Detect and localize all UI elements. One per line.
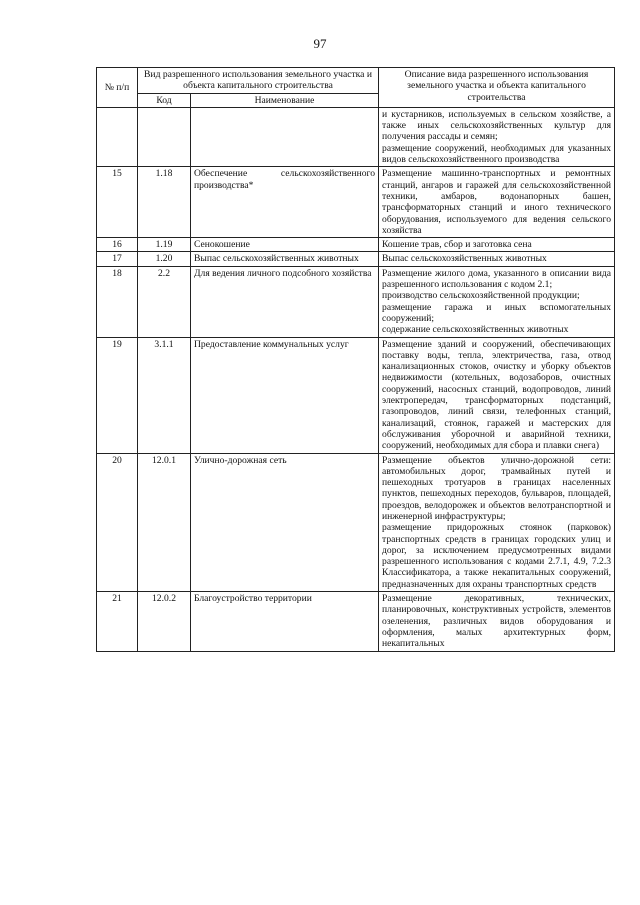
- header-description: Описание вида разрешенного использования земельного участка и объекта капитального строительства: [379, 68, 615, 108]
- description-paragraph: производство сельскохозяйственной продукции;: [382, 290, 580, 302]
- row-name: Обеспечение сельскохозяйственного производства*: [191, 167, 379, 238]
- row-number: 17: [97, 252, 138, 266]
- row-number: 20: [97, 453, 138, 592]
- table-row: [97, 453, 615, 592]
- table-row: [97, 337, 615, 453]
- table-row: [97, 252, 615, 266]
- table-row: [97, 266, 615, 337]
- description-paragraph: Размещение декоративных, технических, планировочных, конструктивных устройств, элементов озеленения, различных видов оборудования и оформления, малых архитектурных форм, некапитальных: [382, 593, 612, 650]
- row-name: Выпас сельскохозяйственных животных: [191, 252, 379, 266]
- row-description: [379, 592, 615, 651]
- description-paragraph: Размещение машинно-транспортных и ремонтных станций, ангаров и гаражей для сельскохозяйственной техники, амбаров, водонапорных башен, трансформаторных станций и иного технического оборудования, используемого для ведения сельского хозяйства: [382, 168, 612, 236]
- header-row: [97, 68, 615, 94]
- row-description: [379, 252, 615, 266]
- row-code: 1.19: [138, 238, 191, 252]
- row-description: [379, 337, 615, 453]
- row-number: 16: [97, 238, 138, 252]
- row-name: Для ведения личного подсобного хозяйства: [191, 266, 379, 337]
- row-code: 2.2: [138, 266, 191, 337]
- row-description: [379, 107, 615, 166]
- header-code: Код: [138, 93, 191, 107]
- row-name: Предоставление коммунальных услуг: [191, 337, 379, 453]
- row-number: 18: [97, 266, 138, 337]
- row-name: Благоустройство территории: [191, 592, 379, 651]
- row-number: 21: [97, 592, 138, 651]
- row-code: 3.1.1: [138, 337, 191, 453]
- header-kind: Вид разрешенного использования земельного участка и объекта капитального строительства: [138, 68, 379, 94]
- table-row: [97, 592, 615, 651]
- page-number: 97: [313, 36, 327, 51]
- row-name: Улично-дорожная сеть: [191, 453, 379, 592]
- description-paragraph: Размещение зданий и сооружений, обеспечивающих поставку воды, тепла, электричества, газа, отвод канализационных стоков, очистку и уборку объектов недвижимости (котельных, водозаборов, очистных сооружений, насосных станций, водопроводов, линий электропередач, трансформаторных подстанций, газопроводов, линий связи, телефонных станций, канализаций, стоянок, гаражей и мастерских для обслуживания уборочной и аварийной техники, сооружений, необходимых для сбора и плавки снега): [382, 338, 612, 452]
- description-paragraph: и кустарников, используемых в сельском хозяйстве, а также иных сельскохозяйственных культур для получения рассады и семян;: [382, 108, 612, 143]
- description-paragraph: размещение сооружений, необходимых для указанных видов сельскохозяйственного производства: [382, 142, 612, 166]
- description-paragraph: размещение гаража и иных вспомогательных сооружений;: [382, 301, 612, 324]
- row-code: 12.0.1: [138, 453, 191, 592]
- description-paragraph: размещение придорожных стоянок (парковок) транспортных средств в границах городских улиц и дорог, за исключением предусмотренных видами разрешенного использования с кодами 2.7.1, 4.9, 7.2.3 Классификатора, а также некапитальных сооружений, предназначенных для охраны транспортных средств: [382, 522, 612, 590]
- row-code: 1.18: [138, 167, 191, 238]
- row-description: [379, 453, 615, 592]
- row-name: [191, 107, 379, 166]
- row-description: [379, 167, 615, 238]
- land-use-table: [96, 67, 615, 652]
- description-paragraph: Кошение трав, сбор и заготовка сена: [382, 239, 532, 251]
- row-code: 12.0.2: [138, 592, 191, 651]
- row-number: 19: [97, 337, 138, 453]
- row-description: [379, 266, 615, 337]
- row-number: 15: [97, 167, 138, 238]
- row-description: [379, 238, 615, 252]
- row-number: [97, 107, 138, 166]
- row-name: Сенокошение: [191, 238, 379, 252]
- table-row: [97, 107, 615, 166]
- row-code: [138, 107, 191, 166]
- description-paragraph: Размещение жилого дома, указанного в описании вида разрешенного использования с кодом 2.1;: [382, 267, 612, 291]
- table-row: [97, 238, 615, 252]
- description-paragraph: Размещение объектов улично-дорожной сети: автомобильных дорог, трамвайных путей и пешеходных тротуаров в границах населенных пунктов, пешеходных переходов, бульваров, площадей, проездов, велодорожек и объектов велотранспортной и инженерной инфраструктуры;: [382, 454, 612, 522]
- description-paragraph: содержание сельскохозяйственных животных: [382, 324, 569, 336]
- row-code: 1.20: [138, 252, 191, 266]
- table-row: [97, 167, 615, 238]
- header-number: № п/п: [97, 68, 138, 108]
- description-paragraph: Выпас сельскохозяйственных животных: [382, 253, 547, 265]
- header-name: Наименование: [191, 93, 379, 107]
